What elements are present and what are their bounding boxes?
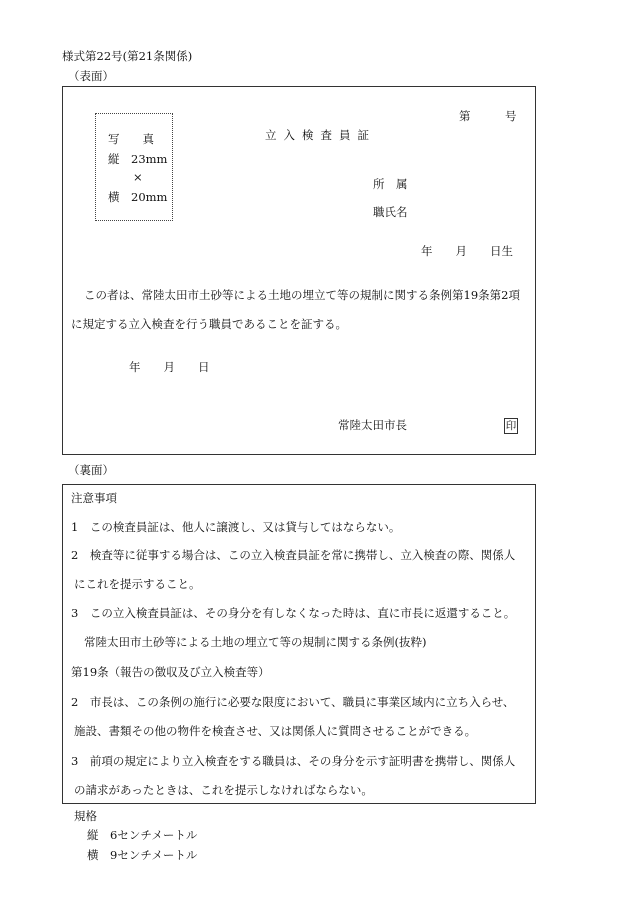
- certification-text-line2: に規定する立入検査を行う職員であることを証する。: [71, 317, 347, 331]
- form-number: 様式第22号(第21条関係): [62, 49, 193, 63]
- front-side-label: （表面）: [68, 69, 114, 83]
- photo-times: ×: [133, 170, 143, 184]
- certification-text-line1: この者は、常陸太田市土砂等による土地の埋立て等の規制に関する条例第19条第2項: [84, 288, 520, 302]
- note-2-line1: 2 検査等に従事する場合は、この立入検査員証を常に携帯し、立入検査の際、関係人: [71, 548, 516, 562]
- card-number-label: 第 号: [459, 109, 517, 123]
- spec-title: 規格: [74, 809, 97, 823]
- back-side-label: （裏面）: [68, 463, 114, 477]
- seal-mark: 印: [505, 420, 517, 432]
- photo-box: [95, 113, 173, 221]
- spec-height: 縦 6センチメートル: [87, 828, 198, 842]
- card-title: 立入検査員証: [265, 128, 376, 142]
- article-title: 第19条（報告の徴収及び立入検査等）: [71, 665, 270, 679]
- article-paragraph-3-line1: 3 前項の規定により立入検査をする職員は、その身分を示す証明書を携帯し、関係人: [71, 754, 516, 768]
- article-paragraph-3-line2: の請求があったときは、これを提示しなければならない。: [74, 783, 373, 797]
- issue-date-label: 年 月 日: [129, 360, 210, 374]
- spec-width: 横 9センチメートル: [87, 848, 198, 862]
- birth-date-label: 年 月 日生: [421, 244, 513, 258]
- article-paragraph-2-line1: 2 市長は、この条例の施行に必要な限度において、職員に事業区域内に立ち入らせ、: [71, 695, 515, 709]
- name-label: 職氏名: [373, 205, 408, 219]
- affiliation-label: 所 属: [373, 177, 408, 191]
- notes-title: 注意事項: [71, 491, 117, 505]
- photo-width: 横 20mm: [108, 190, 168, 204]
- photo-height: 縦 23mm: [108, 152, 168, 166]
- issuer-name: 常陸太田市長: [338, 418, 407, 432]
- note-3: 3 この立入検査員証は、その身分を有しなくなった時は、直に市長に返還すること。: [71, 606, 516, 620]
- excerpt-title: 常陸太田市土砂等による土地の埋立て等の規制に関する条例(抜粋): [84, 635, 427, 649]
- photo-label: 写 真: [108, 132, 154, 146]
- article-paragraph-2-line2: 施設、書類その他の物件を検査させ、又は関係人に質問させることができる。: [74, 724, 477, 738]
- note-1: 1 この検査員証は、他人に譲渡し、又は貸与してはならない。: [71, 520, 401, 534]
- note-2-line2: にこれを提示すること。: [74, 577, 201, 591]
